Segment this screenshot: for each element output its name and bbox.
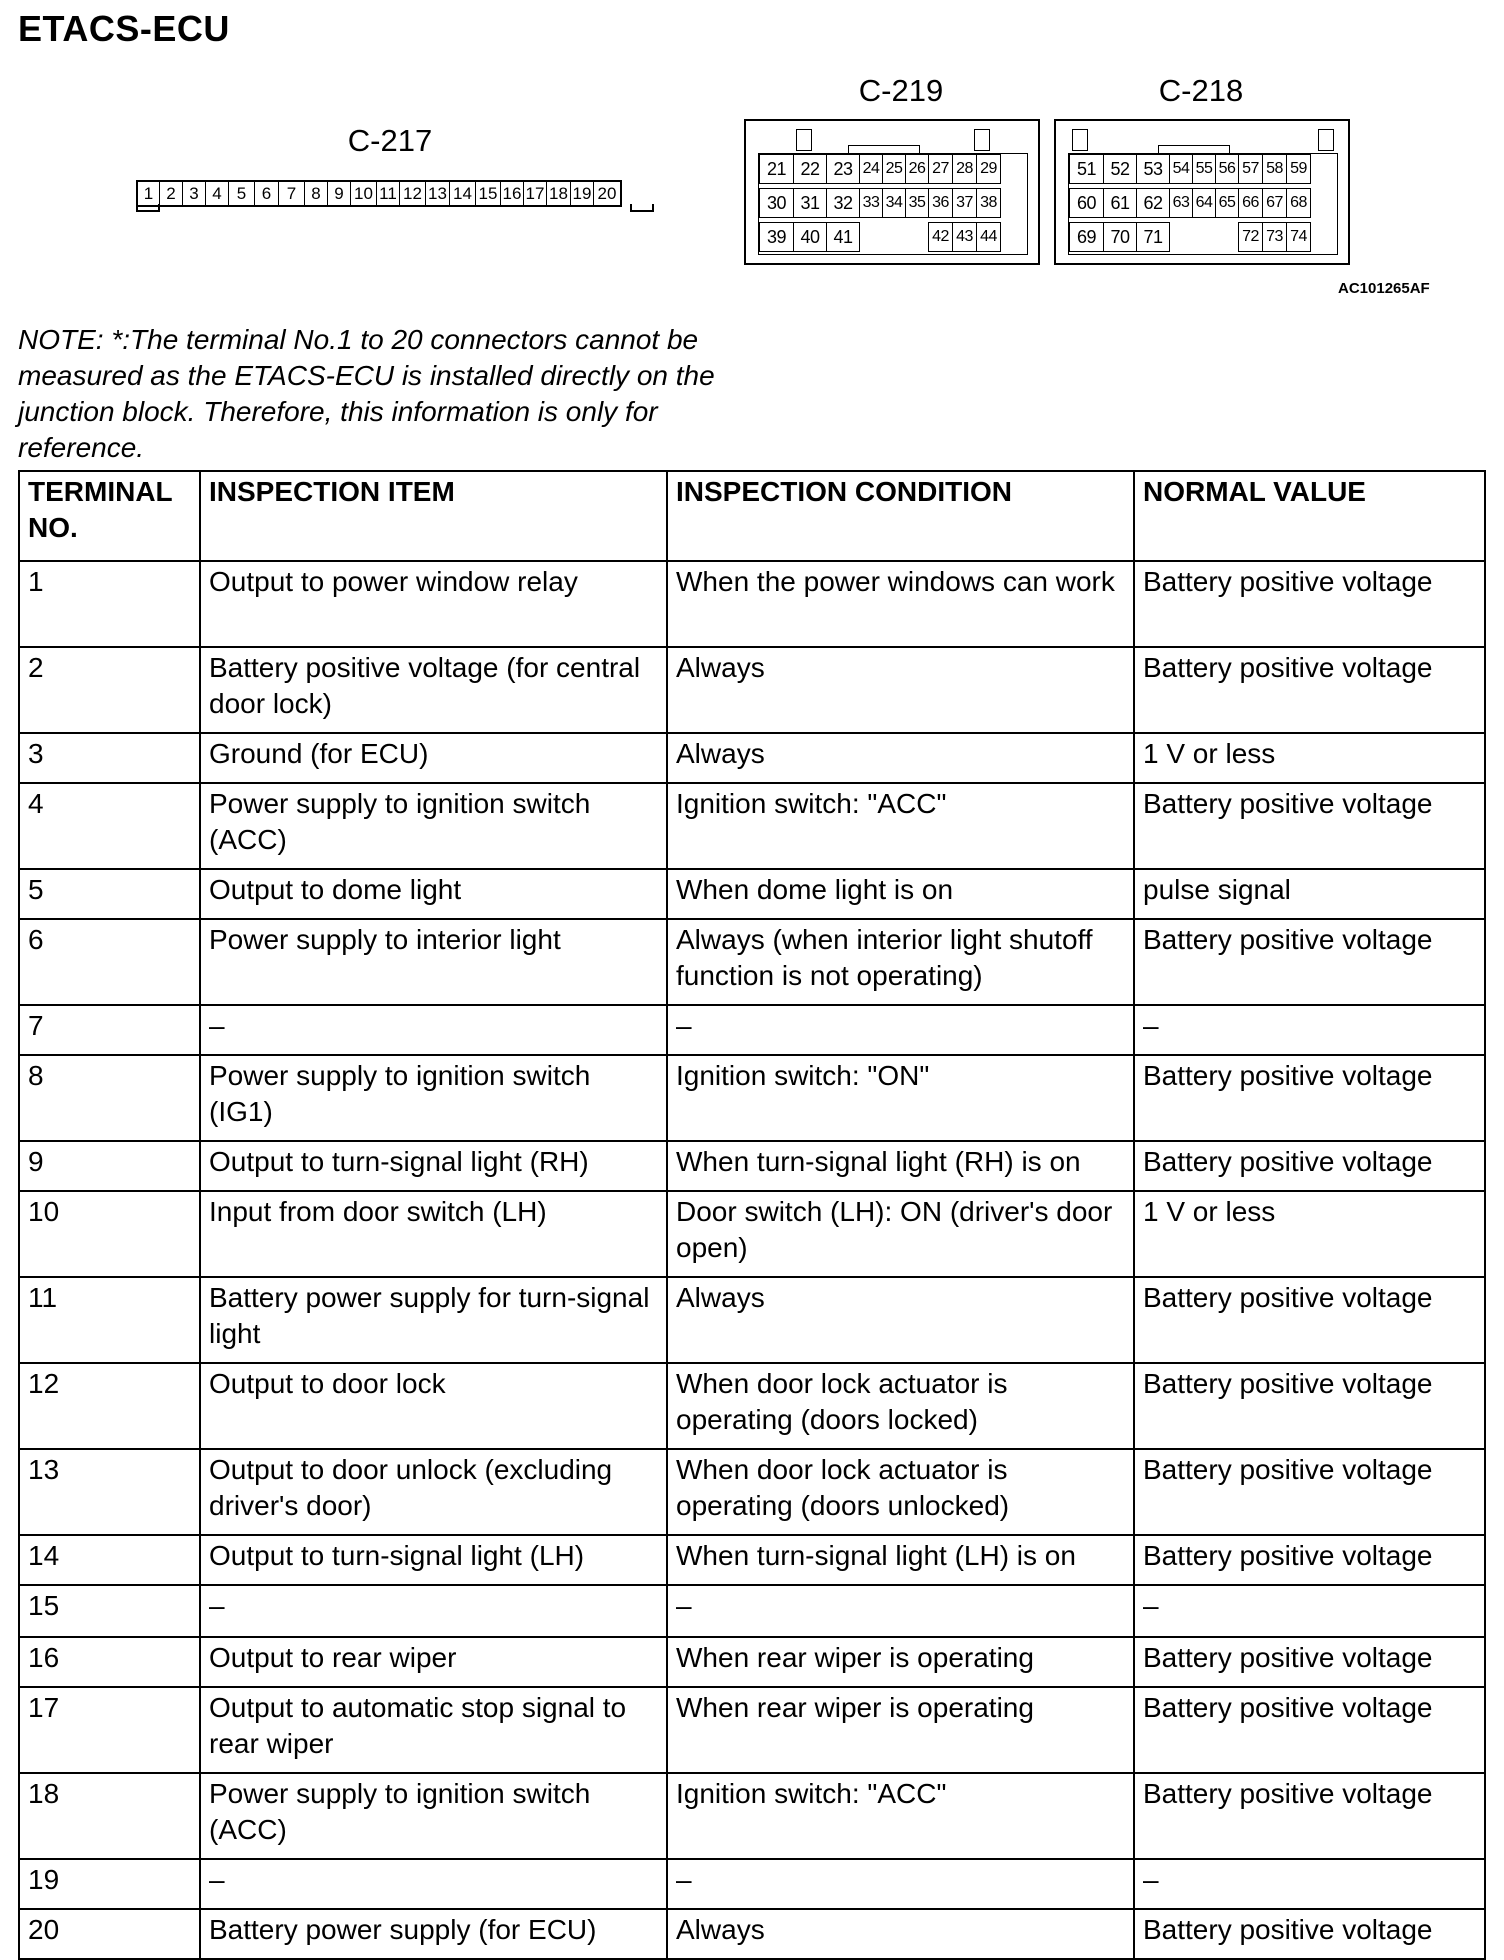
connector-pin: 51 (1069, 154, 1104, 184)
page-title: ETACS-ECU (18, 8, 230, 49)
connector-key (1158, 145, 1230, 153)
terminal-no-cell: 2 (19, 647, 200, 733)
inspection-item-cell: – (200, 1585, 667, 1637)
connector-pin: 1 (138, 182, 160, 205)
normal-value-cell: Battery positive voltage (1134, 1141, 1485, 1191)
connector-c219-label: C-219 (858, 73, 944, 108)
connector-pin: 52 (1103, 154, 1137, 184)
normal-value-cell: Battery positive voltage (1134, 1449, 1485, 1535)
connector-pin: 3 (183, 182, 206, 205)
inspection-condition-cell: When dome light is on (667, 869, 1134, 919)
header-normal-value: NORMAL VALUE (1134, 471, 1485, 561)
connector-pin: 5 (229, 182, 255, 205)
connector-pin: 60 (1069, 188, 1104, 218)
connector-pin: 42 (928, 222, 953, 252)
inspection-item-cell: – (200, 1005, 667, 1055)
connector-pin: 39 (759, 222, 794, 252)
connector-pin: 32 (826, 188, 860, 218)
header-terminal-no: TERMINAL NO. (19, 471, 200, 561)
inspection-condition-cell: When rear wiper is operating (667, 1637, 1134, 1687)
table-row (19, 1141, 1485, 1191)
terminal-no-cell: 16 (19, 1637, 200, 1687)
connector-pin: 19 (571, 182, 594, 205)
header-inspection-condition: INSPECTION CONDITION (667, 471, 1134, 561)
table-row (19, 1585, 1485, 1637)
connector-pin: 27 (928, 154, 953, 184)
inspection-condition-cell: When turn-signal light (RH) is on (667, 1141, 1134, 1191)
normal-value-cell: pulse signal (1134, 869, 1485, 919)
inspection-item-cell: Output to turn-signal light (RH) (200, 1141, 667, 1191)
connector-pin: 58 (1262, 154, 1287, 184)
table-row (19, 1637, 1485, 1687)
connector-pin: 38 (976, 188, 1001, 218)
connector-pin: 65 (1215, 188, 1239, 218)
table-header-row (19, 471, 1485, 561)
terminal-no-cell: 12 (19, 1363, 200, 1449)
inspection-condition-cell: Always (when interior light shutoff function is not operating) (667, 919, 1134, 1005)
connector-pin: 67 (1262, 188, 1287, 218)
connector-pin: 74 (1286, 222, 1311, 252)
connector-pin: 54 (1169, 154, 1193, 184)
terminal-no-cell: 6 (19, 919, 200, 1005)
inspection-condition-cell: Ignition switch: "ACC" (667, 783, 1134, 869)
inspection-condition-cell: Always (667, 1277, 1134, 1363)
connector-key (796, 129, 812, 151)
terminal-no-cell: 5 (19, 869, 200, 919)
inspection-condition-cell: – (667, 1005, 1134, 1055)
normal-value-cell: – (1134, 1005, 1485, 1055)
connector-pin: 11 (377, 182, 400, 205)
connector-pin: 69 (1069, 222, 1104, 252)
inspection-item-cell: Output to power window relay (200, 561, 667, 647)
inspection-condition-cell: When door lock actuator is operating (doors locked) (667, 1363, 1134, 1449)
connector-pin: 73 (1262, 222, 1287, 252)
header-inspection-item: INSPECTION ITEM (200, 471, 667, 561)
connector-pin: 68 (1286, 188, 1311, 218)
connector-pin: 7 (279, 182, 305, 205)
inspection-item-cell: Output to rear wiper (200, 1637, 667, 1687)
inspection-item-cell: Power supply to interior light (200, 919, 667, 1005)
normal-value-cell: Battery positive voltage (1134, 1687, 1485, 1773)
connector-pin: 31 (793, 188, 827, 218)
inspection-item-cell: Output to automatic stop signal to rear wiper (200, 1687, 667, 1773)
normal-value-cell: – (1134, 1585, 1485, 1637)
inspection-condition-cell: Always (667, 733, 1134, 783)
connector-pin: 30 (759, 188, 794, 218)
connector-pin: 55 (1192, 154, 1216, 184)
connector-pin: 18 (547, 182, 571, 205)
table-row (19, 561, 1485, 647)
table-row (19, 919, 1485, 1005)
table-row (19, 1535, 1485, 1585)
connector-pin: 17 (524, 182, 547, 205)
terminal-no-cell: 10 (19, 1191, 200, 1277)
inspection-condition-cell: Always (667, 647, 1134, 733)
connector-pin: 28 (952, 154, 977, 184)
inspection-condition-cell: When turn-signal light (LH) is on (667, 1535, 1134, 1585)
inspection-item-cell: Battery positive voltage (for central door lock) (200, 647, 667, 733)
connector-pin: 59 (1286, 154, 1311, 184)
normal-value-cell: Battery positive voltage (1134, 561, 1485, 647)
normal-value-cell: Battery positive voltage (1134, 1909, 1485, 1959)
terminal-inspection-table (18, 470, 1486, 1960)
table-row (19, 1859, 1485, 1909)
inspection-item-cell: Power supply to ignition switch (ACC) (200, 1773, 667, 1859)
terminal-no-cell: 13 (19, 1449, 200, 1535)
normal-value-cell: Battery positive voltage (1134, 1363, 1485, 1449)
connector-pin: 13 (426, 182, 450, 205)
connector-pin: 36 (928, 188, 953, 218)
connector-pin: 9 (328, 182, 351, 205)
normal-value-cell: – (1134, 1859, 1485, 1909)
connector-c217-latch (136, 204, 160, 212)
normal-value-cell: Battery positive voltage (1134, 1055, 1485, 1141)
connector-pin: 44 (976, 222, 1001, 252)
inspection-condition-cell: Always (667, 1909, 1134, 1959)
inspection-condition-cell: When door lock actuator is operating (doors unlocked) (667, 1449, 1134, 1535)
connector-c217-latch (630, 204, 654, 212)
connector-pin: 4 (206, 182, 229, 205)
connector-key (1072, 129, 1088, 151)
connector-pin: 40 (793, 222, 827, 252)
table-row (19, 869, 1485, 919)
terminal-no-cell: 9 (19, 1141, 200, 1191)
connector-pin: 53 (1136, 154, 1170, 184)
normal-value-cell: Battery positive voltage (1134, 1277, 1485, 1363)
connector-pin: 25 (882, 154, 906, 184)
connector-pin: 35 (905, 188, 929, 218)
connector-pin: 10 (351, 182, 377, 205)
connector-pin: 56 (1215, 154, 1239, 184)
normal-value-cell: Battery positive voltage (1134, 647, 1485, 733)
figure-code: AC101265AF (1338, 280, 1430, 297)
normal-value-cell: Battery positive voltage (1134, 783, 1485, 869)
reference-note: NOTE: *:The terminal No.1 to 20 connectors cannot be measured as the ETACS-ECU is installed directly on the junction block. Therefore, this information is only for reference. (18, 324, 715, 463)
connector-pin: 12 (400, 182, 426, 205)
connector-pin: 41 (826, 222, 860, 252)
inspection-item-cell: Output to door lock (200, 1363, 667, 1449)
terminal-no-cell: 8 (19, 1055, 200, 1141)
inspection-condition-cell: Door switch (LH): ON (driver's door open) (667, 1191, 1134, 1277)
connector-pin: 16 (501, 182, 524, 205)
connector-pin: 20 (597, 184, 617, 203)
inspection-item-cell: Output to door unlock (excluding driver's door) (200, 1449, 667, 1535)
terminal-no-cell: 14 (19, 1535, 200, 1585)
inspection-item-cell: Output to dome light (200, 869, 667, 919)
inspection-condition-cell: – (667, 1585, 1134, 1637)
inspection-item-cell: Battery power supply (for ECU) (200, 1909, 667, 1959)
terminal-no-cell: 17 (19, 1687, 200, 1773)
connector-pin: 66 (1238, 188, 1263, 218)
inspection-item-cell: – (200, 1859, 667, 1909)
terminal-no-cell: 1 (19, 561, 200, 647)
connector-pin: 43 (952, 222, 977, 252)
table-row (19, 1773, 1485, 1859)
inspection-item-cell: Power supply to ignition switch (IG1) (200, 1055, 667, 1141)
terminal-no-cell: 20 (19, 1909, 200, 1959)
connector-pin: 57 (1238, 154, 1263, 184)
connector-c217-label: C-217 (347, 123, 433, 158)
connector-pin: 62 (1136, 188, 1170, 218)
connector-pin: 71 (1136, 222, 1170, 252)
inspection-condition-cell: When the power windows can work (667, 561, 1134, 647)
table-row (19, 1687, 1485, 1773)
connector-c218-pins (1069, 154, 1337, 254)
connector-c218-label: C-218 (1158, 73, 1244, 108)
connector-pin: 72 (1238, 222, 1263, 252)
inspection-item-cell: Input from door switch (LH) (200, 1191, 667, 1277)
terminal-no-cell: 19 (19, 1859, 200, 1909)
inspection-item-cell: Battery power supply for turn-signal light (200, 1277, 667, 1363)
table-row (19, 1005, 1485, 1055)
table-row (19, 1909, 1485, 1959)
connector-pin: 26 (905, 154, 929, 184)
connector-c219-diagram (744, 119, 1040, 265)
inspection-condition-cell: Ignition switch: "ACC" (667, 1773, 1134, 1859)
connector-pin: 24 (859, 154, 883, 184)
normal-value-cell: Battery positive voltage (1134, 919, 1485, 1005)
inspection-condition-cell: When rear wiper is operating (667, 1687, 1134, 1773)
connector-pin: 21 (759, 154, 794, 184)
normal-value-cell: 1 V or less (1134, 733, 1485, 783)
connector-pin: 22 (793, 154, 827, 184)
table-row (19, 783, 1485, 869)
connector-key (974, 129, 990, 151)
terminal-no-cell: 3 (19, 733, 200, 783)
connector-pin: 34 (882, 188, 906, 218)
inspection-item-cell: Output to turn-signal light (LH) (200, 1535, 667, 1585)
connector-pin: 61 (1103, 188, 1137, 218)
connector-pin: 6 (255, 182, 279, 205)
terminal-no-cell: 11 (19, 1277, 200, 1363)
terminal-no-cell: 18 (19, 1773, 200, 1859)
table-row (19, 647, 1485, 733)
connector-pin: 64 (1192, 188, 1216, 218)
connector-pin: 33 (859, 188, 883, 218)
table-row (19, 1055, 1485, 1141)
terminal-no-cell: 7 (19, 1005, 200, 1055)
connector-pin: 15 (476, 182, 501, 205)
inspection-condition-cell: Ignition switch: "ON" (667, 1055, 1134, 1141)
table-row (19, 1363, 1485, 1449)
connector-pin: 2 (160, 182, 183, 205)
terminal-no-cell: 4 (19, 783, 200, 869)
connector-key (1318, 129, 1334, 151)
normal-value-cell: Battery positive voltage (1134, 1773, 1485, 1859)
table-row (19, 1449, 1485, 1535)
connector-pin: 23 (826, 154, 860, 184)
connector-c219-pins (759, 154, 1027, 254)
normal-value-cell: Battery positive voltage (1134, 1637, 1485, 1687)
inspection-condition-cell: – (667, 1859, 1134, 1909)
terminal-no-cell: 15 (19, 1585, 200, 1637)
normal-value-cell: 1 V or less (1134, 1191, 1485, 1277)
connector-c218-diagram (1054, 119, 1350, 265)
table-row (19, 1277, 1485, 1363)
connector-key (848, 145, 920, 153)
connector-pin: 37 (952, 188, 977, 218)
connector-pin: 14 (450, 182, 476, 205)
table-row (19, 733, 1485, 783)
connector-pin: 8 (305, 182, 328, 205)
connector-pin: 29 (976, 154, 1001, 184)
connector-pin: 70 (1103, 222, 1137, 252)
inspection-item-cell: Ground (for ECU) (200, 733, 667, 783)
connector-c217-diagram (136, 180, 622, 207)
inspection-item-cell: Power supply to ignition switch (ACC) (200, 783, 667, 869)
connector-pin: 63 (1169, 188, 1193, 218)
table-row (19, 1191, 1485, 1277)
normal-value-cell: Battery positive voltage (1134, 1535, 1485, 1585)
